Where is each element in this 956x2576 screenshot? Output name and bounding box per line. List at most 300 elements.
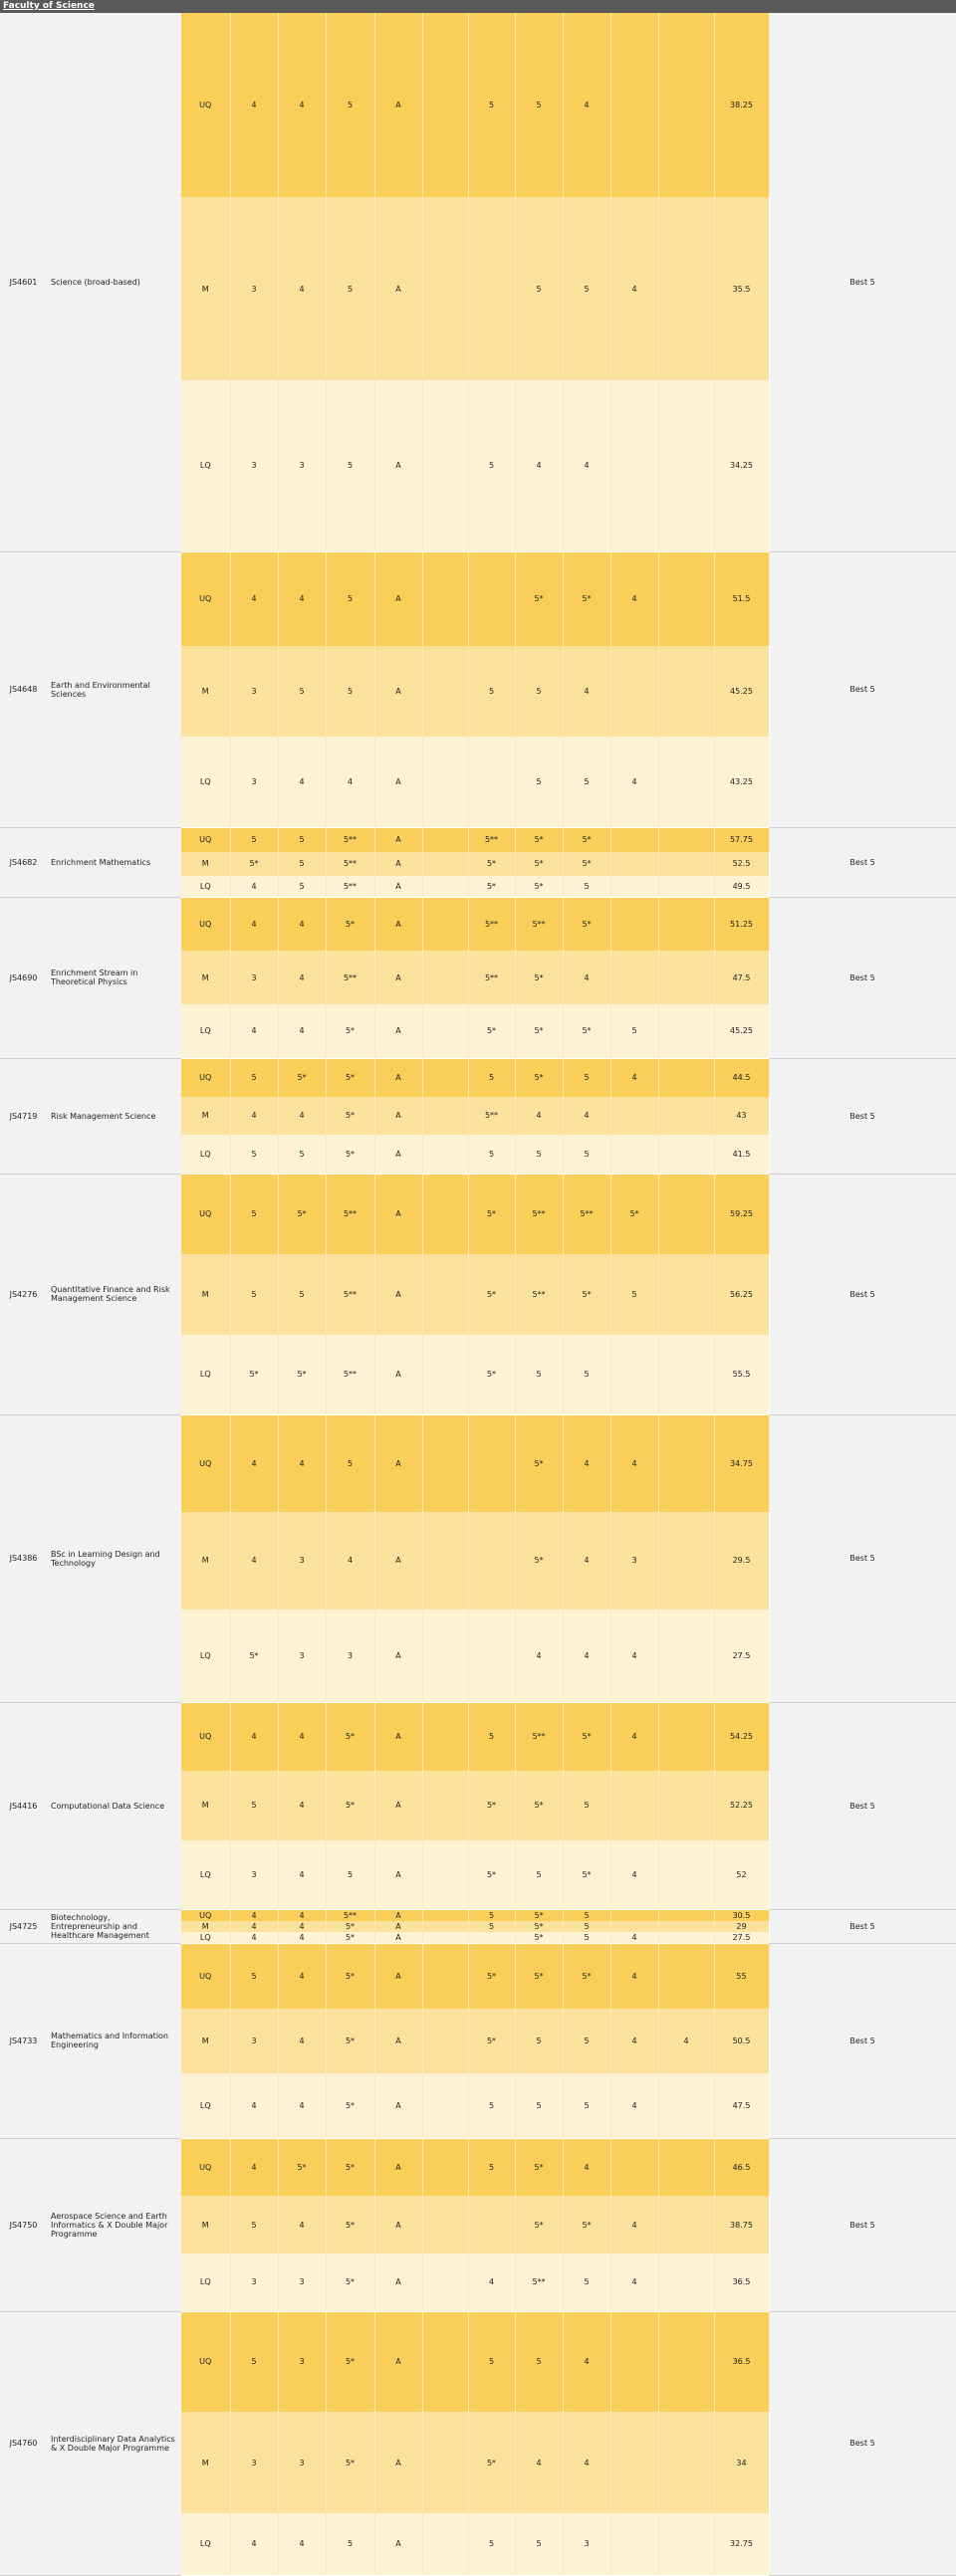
programme-code: JS4416 [0, 1702, 47, 1909]
subject-grade [468, 1415, 515, 1513]
subject-grade [610, 951, 658, 1004]
subject-grade: 3 [278, 2254, 326, 2311]
subject-grade: 4 [230, 1702, 278, 1771]
programme-code: JS4648 [0, 551, 47, 827]
subject-grade: 4 [610, 1610, 658, 1702]
subject-grade: 4 [278, 1415, 326, 1513]
subject-grade: 4 [658, 2009, 714, 2074]
subject-grade: 5* [326, 1135, 374, 1174]
subject-grade: 5 [515, 1335, 563, 1415]
subject-grade [422, 1004, 468, 1058]
subject-grade: 5** [515, 897, 563, 951]
subject-grade: 5* [468, 1771, 515, 1839]
subject-grade [422, 380, 468, 551]
level-label: UQ [181, 2139, 230, 2197]
subject-grade: 5 [278, 876, 326, 897]
total-score: 59.25 [714, 1174, 769, 1254]
subject-grade: 5* [563, 1004, 610, 1058]
subject-grade: 4 [230, 1097, 278, 1136]
subject-grade: 4 [563, 2412, 610, 2512]
subject-grade: A [374, 1702, 422, 1771]
level-label: M [181, 1097, 230, 1136]
programme-code: JS4276 [0, 1174, 47, 1415]
subject-grade [422, 1840, 468, 1909]
subject-grade: 3 [326, 1610, 374, 1702]
subject-grade [468, 1512, 515, 1610]
subject-grade: 5** [515, 1174, 563, 1254]
subject-grade [610, 1335, 658, 1415]
subject-grade: 5 [515, 1840, 563, 1909]
subject-grade: 5 [515, 2513, 563, 2576]
subject-grade: A [374, 1335, 422, 1415]
total-score: 29 [714, 1921, 769, 1932]
subject-grade [610, 897, 658, 951]
subject-grade: A [374, 380, 422, 551]
subject-grade [422, 2254, 468, 2311]
subject-grade [468, 551, 515, 646]
subject-grade: 4 [230, 2513, 278, 2576]
subject-grade [658, 2254, 714, 2311]
table-row [0, 1943, 956, 2009]
subject-grade: 5* [563, 2196, 610, 2254]
programme-name: BSc in Learning Design and Technology [47, 1415, 181, 1703]
programme-name: Computational Data Science [47, 1702, 181, 1909]
subject-grade [658, 1943, 714, 2009]
level-label: UQ [181, 1415, 230, 1513]
level-label: LQ [181, 2073, 230, 2139]
subject-grade: 4 [563, 2139, 610, 2197]
level-label: M [181, 2009, 230, 2074]
subject-grade: 4 [610, 1058, 658, 1097]
best-subjects-rule: Best 5 [769, 1943, 956, 2139]
subject-grade: 4 [230, 2139, 278, 2197]
subject-grade [658, 2311, 714, 2412]
level-label: LQ [181, 737, 230, 827]
subject-grade [468, 2196, 515, 2254]
subject-grade: 5* [515, 1921, 563, 1932]
total-score: 41.5 [714, 1135, 769, 1174]
subject-grade [610, 827, 658, 852]
subject-grade [610, 646, 658, 737]
subject-grade: A [374, 646, 422, 737]
subject-grade: 4 [610, 1415, 658, 1513]
subject-grade: A [374, 1943, 422, 2009]
subject-grade: 5 [468, 1135, 515, 1174]
table-row [0, 1174, 956, 1254]
programme-code: JS4750 [0, 2139, 47, 2312]
subject-grade: 5 [515, 2009, 563, 2074]
subject-grade [658, 1097, 714, 1136]
subject-grade: 5 [326, 551, 374, 646]
subject-grade: 3 [230, 2009, 278, 2074]
subject-grade: A [374, 1610, 422, 1702]
subject-grade: 5 [563, 2009, 610, 2074]
table-row [0, 13, 956, 197]
subject-grade [658, 1174, 714, 1254]
total-score: 55 [714, 1943, 769, 2009]
subject-grade: 5* [468, 876, 515, 897]
level-label: LQ [181, 1335, 230, 1415]
subject-grade: 5* [278, 1335, 326, 1415]
subject-grade: A [374, 1512, 422, 1610]
total-score: 27.5 [714, 1610, 769, 1702]
subject-grade: 4 [515, 1610, 563, 1702]
subject-grade: 5 [326, 646, 374, 737]
subject-grade: A [374, 852, 422, 875]
subject-grade [610, 2139, 658, 2197]
subject-grade: 5 [563, 1909, 610, 1921]
subject-grade: 5* [230, 852, 278, 875]
subject-grade [610, 2513, 658, 2576]
table-row [0, 897, 956, 951]
subject-grade: 5* [468, 1174, 515, 1254]
subject-grade: 4 [610, 1840, 658, 1909]
subject-grade: 5** [326, 1254, 374, 1335]
total-score: 43 [714, 1097, 769, 1136]
subject-grade: 3 [278, 1610, 326, 1702]
subject-grade: 5 [278, 1135, 326, 1174]
subject-grade [422, 897, 468, 951]
subject-grade: 5 [468, 1058, 515, 1097]
level-label: LQ [181, 2254, 230, 2311]
subject-grade [468, 1932, 515, 1943]
subject-grade: 5* [515, 551, 563, 646]
subject-grade [658, 551, 714, 646]
subject-grade: 3 [563, 2513, 610, 2576]
subject-grade: 5 [278, 852, 326, 875]
best-subjects-rule: Best 5 [769, 1702, 956, 1909]
subject-grade: A [374, 13, 422, 197]
subject-grade: 5 [230, 1254, 278, 1335]
subject-grade: 4 [278, 551, 326, 646]
subject-grade [658, 852, 714, 875]
subject-grade: 4 [230, 2073, 278, 2139]
subject-grade: 5** [468, 951, 515, 1004]
subject-grade: 3 [230, 2254, 278, 2311]
subject-grade: A [374, 1909, 422, 1921]
subject-grade: 4 [563, 646, 610, 737]
subject-grade: 5* [326, 2009, 374, 2074]
subject-grade: 5 [563, 1932, 610, 1943]
total-score: 51.25 [714, 897, 769, 951]
subject-grade: 5* [326, 2073, 374, 2139]
subject-grade [658, 2139, 714, 2197]
subject-grade [422, 646, 468, 737]
level-label: LQ [181, 1932, 230, 1943]
subject-grade: 5 [515, 2073, 563, 2139]
subject-grade: 4 [563, 13, 610, 197]
subject-grade: 5** [326, 876, 374, 897]
subject-grade [422, 2513, 468, 2576]
subject-grade [658, 1415, 714, 1513]
subject-grade [658, 827, 714, 852]
table-row [0, 2311, 956, 2412]
subject-grade: 5** [326, 852, 374, 875]
subject-grade: 5* [326, 1771, 374, 1839]
total-score: 52.5 [714, 852, 769, 875]
subject-grade [658, 1840, 714, 1909]
subject-grade: A [374, 1415, 422, 1513]
total-score: 49.5 [714, 876, 769, 897]
subject-grade: 5* [468, 2009, 515, 2074]
level-label: UQ [181, 1702, 230, 1771]
total-score: 45.25 [714, 646, 769, 737]
subject-grade: 4 [278, 2196, 326, 2254]
subject-grade: A [374, 2513, 422, 2576]
subject-grade [422, 2412, 468, 2512]
subject-grade [658, 13, 714, 197]
subject-grade [610, 2311, 658, 2412]
programme-name: Risk Management Science [47, 1058, 181, 1174]
subject-grade: 4 [278, 13, 326, 197]
subject-grade: 5* [230, 1610, 278, 1702]
best-subjects-rule: Best 5 [769, 2311, 956, 2576]
subject-grade [610, 876, 658, 897]
subject-grade: 5* [563, 551, 610, 646]
subject-grade [658, 646, 714, 737]
subject-grade: 5** [468, 827, 515, 852]
subject-grade [658, 1058, 714, 1097]
subject-grade: 4 [515, 380, 563, 551]
subject-grade: 5 [468, 13, 515, 197]
subject-grade: 5* [468, 852, 515, 875]
total-score: 43.25 [714, 737, 769, 827]
subject-grade [422, 1415, 468, 1513]
subject-grade: 5 [468, 2513, 515, 2576]
subject-grade [422, 1254, 468, 1335]
subject-grade: 4 [278, 1702, 326, 1771]
subject-grade [610, 852, 658, 875]
subject-grade: 5 [326, 197, 374, 381]
subject-grade: 5* [278, 2139, 326, 2197]
subject-grade: 4 [468, 2254, 515, 2311]
subject-grade: 5 [468, 2073, 515, 2139]
subject-grade [658, 1702, 714, 1771]
subject-grade: 5 [515, 737, 563, 827]
subject-grade: 3 [230, 951, 278, 1004]
subject-grade [422, 551, 468, 646]
subject-grade: 5 [230, 1943, 278, 2009]
subject-grade: 5 [278, 827, 326, 852]
subject-grade: 4 [278, 1943, 326, 2009]
subject-grade: 5** [326, 827, 374, 852]
total-score: 45.25 [714, 1004, 769, 1058]
subject-grade: 4 [230, 1932, 278, 1943]
subject-grade [422, 1943, 468, 2009]
subject-grade: 5 [563, 737, 610, 827]
best-subjects-rule: Best 5 [769, 1415, 956, 1703]
subject-grade: 4 [515, 1097, 563, 1136]
level-label: UQ [181, 827, 230, 852]
table-row [0, 551, 956, 646]
best-subjects-rule: Best 5 [769, 1058, 956, 1174]
subject-grade [422, 1097, 468, 1136]
subject-grade: 5* [515, 1932, 563, 1943]
subject-grade: 4 [278, 2073, 326, 2139]
subject-grade: A [374, 951, 422, 1004]
level-label: UQ [181, 897, 230, 951]
subject-grade [658, 1004, 714, 1058]
subject-grade [422, 1335, 468, 1415]
programme-code: JS4733 [0, 1943, 47, 2139]
subject-grade: 5 [230, 1174, 278, 1254]
subject-grade [658, 1610, 714, 1702]
subject-grade: 4 [230, 1512, 278, 1610]
subject-grade: 4 [230, 551, 278, 646]
subject-grade: 5** [326, 951, 374, 1004]
subject-grade [658, 1932, 714, 1943]
section-title: Faculty of Science [0, 0, 956, 13]
total-score: 52 [714, 1840, 769, 1909]
subject-grade: 5* [230, 1335, 278, 1415]
best-subjects-rule: Best 5 [769, 13, 956, 551]
subject-grade: 4 [278, 1909, 326, 1921]
total-score: 34.75 [714, 1415, 769, 1513]
table-row [0, 1415, 956, 1513]
subject-grade: 5 [468, 646, 515, 737]
subject-grade: 5* [326, 897, 374, 951]
subject-grade: 4 [278, 1004, 326, 1058]
subject-grade: 5* [563, 852, 610, 875]
level-label: LQ [181, 876, 230, 897]
total-score: 29.5 [714, 1512, 769, 1610]
subject-grade [610, 1909, 658, 1921]
subject-grade [422, 1921, 468, 1932]
subject-grade: 5* [515, 876, 563, 897]
subject-grade: A [374, 2311, 422, 2412]
subject-grade: A [374, 897, 422, 951]
subject-grade [658, 197, 714, 381]
subject-grade [658, 1771, 714, 1839]
subject-grade: 4 [563, 1610, 610, 1702]
subject-grade [422, 1702, 468, 1771]
subject-grade: 5* [468, 1004, 515, 1058]
subject-grade: 3 [230, 1840, 278, 1909]
subject-grade: 5* [468, 2412, 515, 2512]
subject-grade: A [374, 876, 422, 897]
subject-grade: 4 [610, 1943, 658, 2009]
level-label: UQ [181, 1058, 230, 1097]
subject-grade: 5 [230, 827, 278, 852]
subject-grade: 5 [230, 2196, 278, 2254]
subject-grade: 4 [515, 2412, 563, 2512]
subject-grade: 5 [515, 197, 563, 381]
subject-grade [658, 1512, 714, 1610]
best-subjects-rule: Best 5 [769, 897, 956, 1058]
subject-grade [610, 2412, 658, 2512]
total-score: 36.5 [714, 2254, 769, 2311]
programme-name: Quantitative Finance and Risk Management Science [47, 1174, 181, 1415]
subject-grade: A [374, 551, 422, 646]
subject-grade: A [374, 2254, 422, 2311]
subject-grade: 5* [326, 1943, 374, 2009]
subject-grade: 5 [230, 1058, 278, 1097]
subject-grade: 5* [278, 1174, 326, 1254]
subject-grade: A [374, 1254, 422, 1335]
subject-grade: 5* [515, 1512, 563, 1610]
subject-grade: 5 [278, 646, 326, 737]
level-label: LQ [181, 2513, 230, 2576]
subject-grade: 5* [326, 1004, 374, 1058]
level-label: M [181, 1921, 230, 1932]
total-score: 34.25 [714, 380, 769, 551]
level-label: LQ [181, 1135, 230, 1174]
subject-grade: A [374, 1932, 422, 1943]
best-subjects-rule: Best 5 [769, 2139, 956, 2312]
total-score: 50.5 [714, 2009, 769, 2074]
subject-grade: A [374, 1174, 422, 1254]
best-subjects-rule: Best 5 [769, 551, 956, 827]
subject-grade: 5* [515, 1415, 563, 1513]
subject-grade [658, 380, 714, 551]
subject-grade: 5* [468, 1943, 515, 2009]
subject-grade: 5* [326, 1702, 374, 1771]
subject-grade: A [374, 1135, 422, 1174]
subject-grade: 5* [515, 1771, 563, 1839]
subject-grade [610, 380, 658, 551]
total-score: 27.5 [714, 1932, 769, 1943]
programme-code: JS4386 [0, 1415, 47, 1703]
subject-grade: 4 [563, 2311, 610, 2412]
programme-name: Enrichment Mathematics [47, 827, 181, 897]
table-row [0, 1702, 956, 1771]
subject-grade: 5* [515, 1909, 563, 1921]
subject-grade: 5* [326, 2139, 374, 2197]
subject-grade: 4 [278, 2513, 326, 2576]
subject-grade: 4 [610, 1932, 658, 1943]
subject-grade: 5* [563, 1840, 610, 1909]
subject-grade: 3 [230, 646, 278, 737]
subject-grade: A [374, 737, 422, 827]
subject-grade: 4 [230, 13, 278, 197]
programme-name: Aerospace Science and Earth Informatics & X Double Major Programme [47, 2139, 181, 2312]
subject-grade [610, 1135, 658, 1174]
subject-grade: 5 [326, 13, 374, 197]
total-score: 35.5 [714, 197, 769, 381]
subject-grade: 4 [563, 1512, 610, 1610]
best-subjects-rule: Best 5 [769, 1909, 956, 1943]
subject-grade [422, 737, 468, 827]
subject-grade: 5 [515, 1135, 563, 1174]
programme-code: JS4682 [0, 827, 47, 897]
subject-grade: 5** [326, 1909, 374, 1921]
subject-grade: 4 [278, 951, 326, 1004]
programme-code: JS4601 [0, 13, 47, 551]
subject-grade: 5* [563, 897, 610, 951]
subject-grade [658, 737, 714, 827]
subject-grade [422, 2139, 468, 2197]
subject-grade: 5 [230, 1771, 278, 1839]
subject-grade: 4 [278, 1771, 326, 1839]
subject-grade [658, 1135, 714, 1174]
subject-grade: A [374, 1097, 422, 1136]
subject-grade: 5* [326, 1921, 374, 1932]
subject-grade [610, 1921, 658, 1932]
subject-grade: 4 [230, 897, 278, 951]
subject-grade: 5 [610, 1254, 658, 1335]
subject-grade: 5* [563, 1702, 610, 1771]
subject-grade: 5** [468, 1097, 515, 1136]
subject-grade: 4 [610, 2254, 658, 2311]
level-label: M [181, 951, 230, 1004]
programme-name: Enrichment Stream in Theoretical Physics [47, 897, 181, 1058]
subject-grade: 5* [515, 2139, 563, 2197]
subject-grade: A [374, 1921, 422, 1932]
programme-name: Biotechnology, Entrepreneurship and Healthcare Management [47, 1909, 181, 1943]
subject-grade [422, 1058, 468, 1097]
subject-grade: 5* [563, 1943, 610, 2009]
subject-grade: 5* [326, 1932, 374, 1943]
